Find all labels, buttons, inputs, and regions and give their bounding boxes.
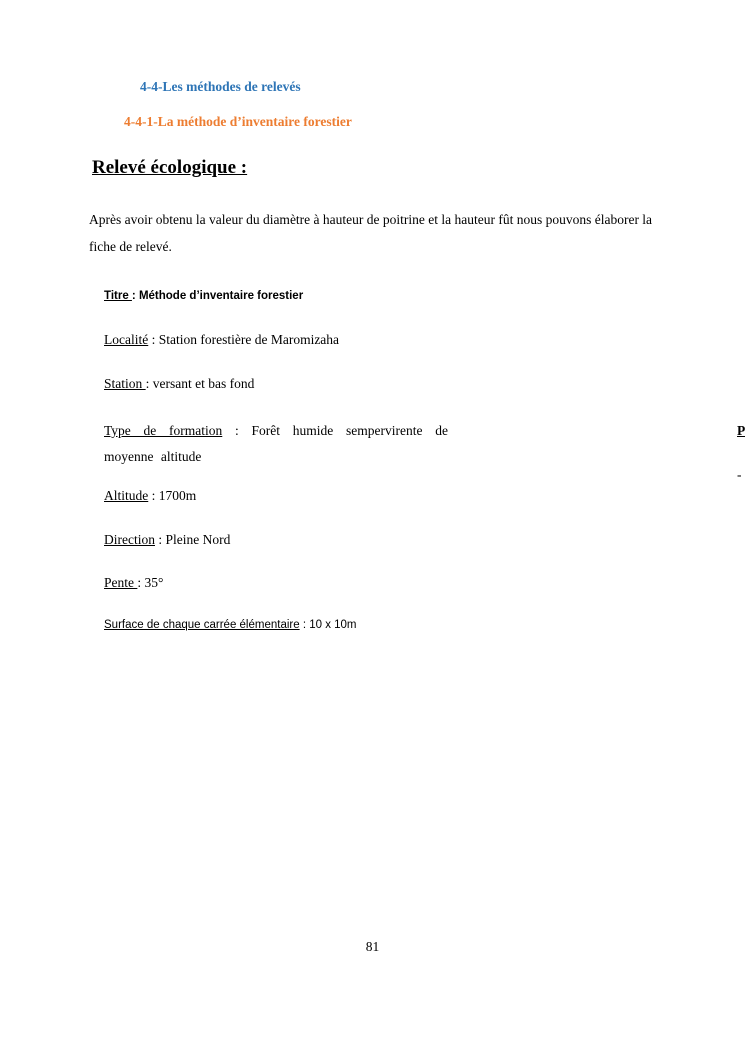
- field-localite-label: Localité: [104, 332, 149, 347]
- field-titre-value: : Méthode d’inventaire forestier: [131, 290, 304, 302]
- field-surface-value: : 10 x 10m: [299, 619, 357, 631]
- main-heading: Relevé écologique :: [92, 157, 248, 178]
- field-direction-value: : Pleine Nord: [154, 532, 231, 547]
- field-station-value: : versant et bas fond: [145, 376, 255, 391]
- field-localite: [104, 332, 339, 348]
- field-direction-label: Direction: [104, 532, 155, 547]
- intro-paragraph: Après avoir obtenu la valeur du diamètre à hauteur de poitrine et la hauteur fût nous pouvons élaborer la fiche de relevé.: [89, 212, 653, 254]
- field-titre-label: Titre: [104, 290, 132, 302]
- field-altitude-value: : 1700m: [148, 488, 197, 503]
- side-fragment-p: P: [737, 423, 745, 438]
- field-surface-label: Surface de chaque carrée élémentaire: [104, 619, 300, 631]
- field-pente: [104, 575, 163, 591]
- subsection-heading: 4-4-1-La méthode d’inventaire forestier: [124, 114, 352, 129]
- field-type-formation: [104, 418, 448, 470]
- field-station-label: Station: [104, 376, 146, 391]
- field-station: [104, 376, 254, 392]
- page-number: 81: [365, 939, 380, 954]
- field-localite-value: : Station forestière de Maromizaha: [148, 332, 340, 347]
- section-heading: 4-4-Les méthodes de relevés: [140, 79, 301, 94]
- field-titre: [104, 290, 303, 302]
- field-altitude: [104, 488, 196, 504]
- side-fragment-dash: -: [737, 467, 742, 482]
- field-type-formation-value: : Forêt humide sempervirente de moyenne altitude: [104, 423, 448, 464]
- field-direction: [104, 532, 230, 548]
- field-type-formation-label: Type de formation: [104, 423, 223, 438]
- field-pente-label: Pente: [104, 575, 138, 590]
- field-pente-value: : 35°: [137, 575, 164, 590]
- field-surface: [104, 619, 357, 631]
- field-altitude-label: Altitude: [104, 488, 149, 503]
